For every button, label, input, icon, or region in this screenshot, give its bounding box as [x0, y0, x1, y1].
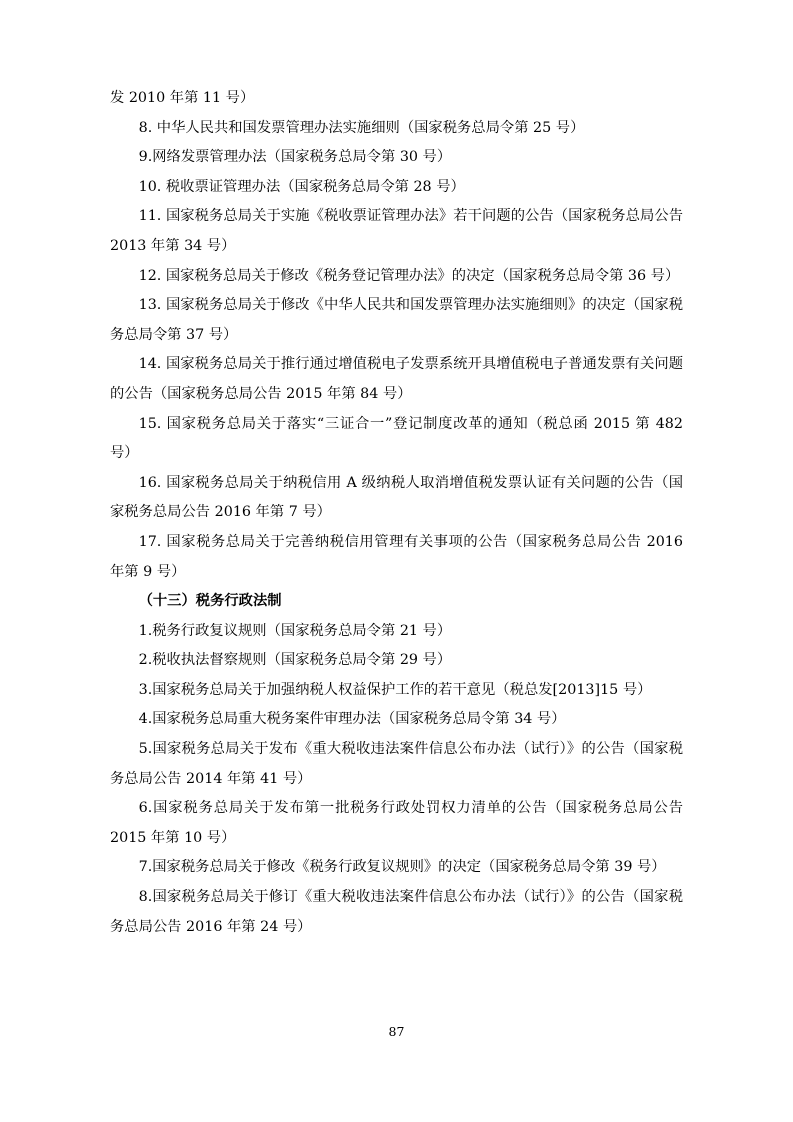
document-body — [110, 84, 683, 942]
list-item: 7.国家税务总局关于修改《税务行政复议规则》的决定（国家税务总局令第 39 号） — [138, 859, 666, 876]
list-item: 8.国家税务总局关于修订《重大税收违法案件信息公布办法（试行）》的公告（国家税务总局公告 2016 年第 24 号） — [110, 889, 683, 935]
list-item: 1.税务行政复议规则（国家税务总局令第 21 号） — [138, 622, 452, 639]
list-item: 11. 国家税务总局关于实施《税收票证管理办法》若干问题的公告（国家税务总局公告 2013 年第 34 号） — [110, 208, 683, 254]
list-item: 16. 国家税务总局关于纳税信用 A 级纳税人取消增值税发票认证有关问题的公告（国家税务总局公告 2016 年第 7 号） — [110, 474, 683, 521]
list-item: 8. 中华人民共和国发票管理办法实施细则（国家税务总局令第 25 号） — [138, 119, 585, 136]
list-item: 12. 国家税务总局关于修改《税务登记管理办法》的决定（国家税务总局令第 36 号） — [138, 267, 680, 284]
list-item: 9.网络发票管理办法（国家税务总局令第 30 号） — [138, 149, 452, 166]
list-item: 5.国家税务总局关于发布《重大税收违法案件信息公布办法（试行）》的公告（国家税务总局公告 2014 年第 41 号） — [110, 741, 683, 787]
list-item: 6.国家税务总局关于发布第一批税务行政处罚权力清单的公告（国家税务总局公告 2015 年第 10 号） — [110, 800, 683, 846]
page-number: 87 — [388, 1024, 405, 1039]
list-item: 4.国家税务总局重大税务案件审理办法（国家税务总局令第 34 号） — [138, 711, 566, 728]
list-item: 2.税收执法督察规则（国家税务总局令第 29 号） — [138, 652, 452, 669]
list-item: 3.国家税务总局关于加强纳税人权益保护工作的若干意见（税总发[2013]15 号） — [138, 681, 652, 698]
section-heading: （十三）税务行政法制 — [138, 593, 282, 610]
list-item: 15. 国家税务总局关于落实“三证合一”登记制度改革的通知（税总函 2015 第 482 号） — [110, 415, 683, 462]
list-item: 10. 税收票证管理办法（国家税务总局令第 28 号） — [138, 178, 465, 195]
list-item: 13. 国家税务总局关于修改《中华人民共和国发票管理办法实施细则》的决定（国家税务总局令第 37 号） — [110, 297, 683, 343]
list-item: 17. 国家税务总局关于完善纳税信用管理有关事项的公告（国家税务总局公告 2016 年第 9 号） — [110, 533, 683, 580]
list-item: 14. 国家税务总局关于推行通过增值税电子发票系统开具增值税电子普通发票有关问题的公告（国家税务总局公告 2015 年第 84 号） — [110, 356, 683, 402]
paragraph-continuation: 发 2010 年第 11 号） — [110, 90, 255, 106]
